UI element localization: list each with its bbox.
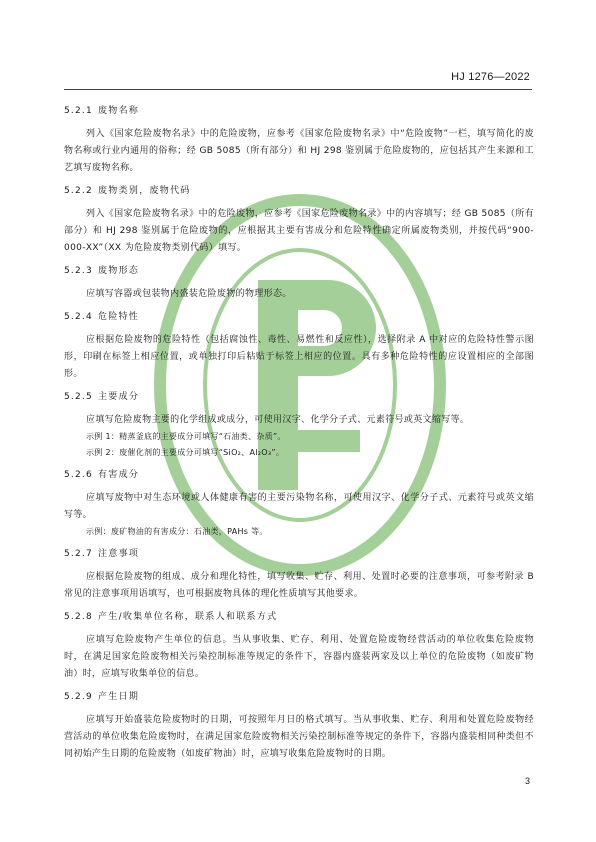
section-title: 主要成分 — [98, 392, 140, 402]
section-heading — [64, 546, 534, 563]
section-number: 5.2.3 — [64, 266, 93, 276]
paragraph: 应填写开始盛装危险废物时的日期，可按照年月日的格式填写。当从事收集、贮存、利用和处置危险废物经营活动的单位收集危险废物时，在满足国家危险废物相关污染控制标准等规定的条件下，容器内盛装相同种类但不同初始产生日期的危险废物（如废矿物油）时，应填写收集危险废物时的日期。 — [64, 715, 534, 759]
section-5-2-1 — [64, 103, 534, 177]
section-5-2-3 — [64, 263, 534, 303]
header-rule — [64, 89, 532, 90]
paragraph: 应填写危险废物主要的化学组成或成分，可使用汉字、化学分子式、元素符号或英文缩写等。 — [86, 415, 470, 425]
section-title: 危险特性 — [98, 312, 140, 322]
section-heading — [64, 263, 534, 280]
paragraph: 应填写危险废物产生单位的信息。当从事收集、贮存、利用、处置危险废物经营活动的单位收集危险废物时，在满足国家危险废物相关污染控制标准等规定的条件下，容器内盛装两家及以上单位的危险废物（如废矿物油）时，应填写收集单位的信息。 — [64, 635, 534, 679]
section-number: 5.2.2 — [64, 186, 93, 196]
example-note: 示例：废矿物油的有害成分：石油类，PAHs 等。 — [86, 527, 268, 536]
section-5-2-5 — [64, 389, 534, 461]
standard-code: HJ 1276—2022 — [451, 71, 530, 83]
section-5-2-2 — [64, 183, 534, 257]
section-5-2-9 — [64, 689, 534, 763]
section-title: 废物名称 — [98, 106, 140, 116]
section-number: 5.2.8 — [64, 612, 93, 622]
section-number: 5.2.5 — [64, 392, 93, 402]
paragraph: 应根据危险废物的组成、成分和理化特性，填写收集、贮存、利用、处置时必要的注意事项，可参考附录 B 常见的注意事项用语填写，也可根据废物具体的理化性质填写其他要求。 — [64, 572, 534, 599]
section-title: 废物类别，废物代码 — [98, 186, 191, 196]
section-title: 废物形态 — [98, 266, 140, 276]
section-heading — [64, 467, 534, 484]
section-title: 产生/收集单位名称，联系人和联系方式 — [98, 612, 278, 622]
example-note: 示例 2：废催化剂的主要成分可填写“SiO₂、Al₂O₃”。 — [86, 448, 285, 457]
section-number: 5.2.4 — [64, 312, 93, 322]
section-number: 5.2.6 — [64, 470, 93, 480]
paragraph: 应填写废物中对生态环境或人体健康有害的主要污染物名称，可使用汉字、化学分子式、元素符号或英文缩写等。 — [64, 493, 534, 520]
section-5-2-8 — [64, 609, 534, 683]
document-body — [64, 103, 534, 769]
section-number: 5.2.1 — [64, 106, 93, 116]
section-heading — [64, 103, 534, 120]
paragraph: 列入《国家危险废物名录》中的危险废物，应参考《国家危险废物名录》中的内容填写；经 GB 5085（所有部分）和 HJ 298 鉴别属于危险废物的，应根据其主要有害成分和危险特性确定所属废物类别，并按代码“900-000-XX”（XX 为危险废物类别代码）填写。 — [64, 209, 534, 253]
section-heading — [64, 609, 534, 626]
section-heading — [64, 183, 534, 200]
section-heading — [64, 389, 534, 406]
section-number: 5.2.7 — [64, 549, 93, 559]
page-number: 3 — [524, 776, 530, 786]
section-title: 有害成分 — [98, 470, 140, 480]
section-title: 产生日期 — [98, 692, 140, 702]
section-number: 5.2.9 — [64, 692, 93, 702]
section-heading — [64, 689, 534, 706]
section-title: 注意事项 — [98, 549, 140, 559]
section-5-2-6 — [64, 467, 534, 540]
paragraph: 应根据危险废物的危险特性（包括腐蚀性、毒性、易燃性和反应性），选择附录 A 中对应的危险特性警示图形，印刷在标签上相应位置，或单独打印后粘贴于标签上相应的位置。具有多种危险特性的应设置相应的全部图形。 — [64, 335, 534, 379]
section-5-2-4 — [64, 309, 534, 383]
example-note: 示例 1：精蒸釜底的主要成分可填写“石油类、杂质”。 — [86, 432, 286, 441]
section-heading — [64, 309, 534, 326]
paragraph: 列入《国家危险废物名录》中的危险废物，应参考《国家危险废物名录》中“危险废物”一栏，填写简化的废物名称或行业内通用的俗称；经 GB 5085（所有部分）和 HJ 298 鉴别属于危险废物的，应包括其产生来源和工艺填写废物名称。 — [64, 129, 534, 173]
paragraph: 应填写容器或包装物内盛装危险废物的物理形态。 — [86, 289, 292, 299]
section-5-2-7 — [64, 546, 534, 603]
